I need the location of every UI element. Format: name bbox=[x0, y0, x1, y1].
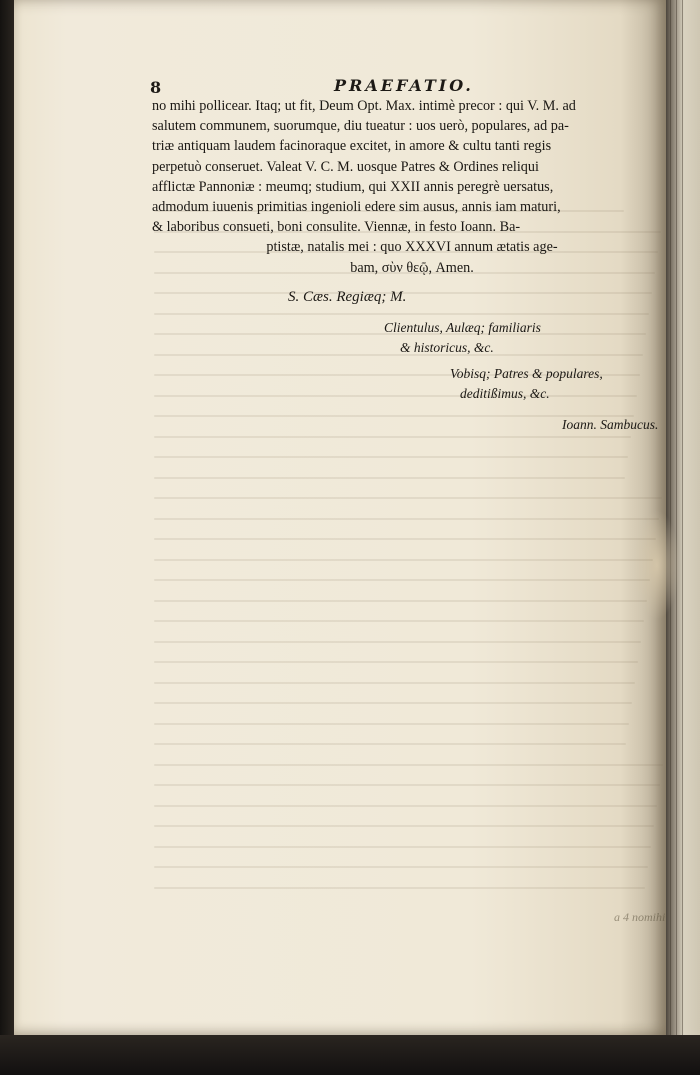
ghost-line bbox=[154, 866, 648, 868]
ghost-line bbox=[154, 497, 662, 499]
ghost-line bbox=[154, 313, 649, 315]
ghost-line bbox=[154, 354, 643, 356]
signature-client-line2: & historicus, &c. bbox=[400, 340, 494, 355]
ghost-line bbox=[154, 682, 635, 684]
ghost-line bbox=[154, 579, 650, 581]
text-line: no mihi pollicear. Itaq; ut fit, Deum Opt. Max. intimè precor : qui V. M. ad bbox=[152, 98, 576, 114]
text-line: bam, σὺν θεῷ, Amen. bbox=[350, 259, 474, 276]
ghost-line bbox=[154, 600, 647, 602]
text-line: salutem communem, suorumque, diu tueatur : uos uerò, populares, ad pa- bbox=[152, 118, 569, 135]
text-line: ptistæ, natalis mei : quo XXXVI annum ætatis age- bbox=[266, 239, 558, 256]
book-frame-left bbox=[0, 0, 14, 1075]
signature-vobis-line2: deditißimus, &c. bbox=[460, 386, 550, 401]
catchword: a 4 nomihi bbox=[614, 910, 666, 924]
text-line: & laboribus consueti, boni consulite. Viennæ, in festo Ioann. Ba- bbox=[152, 219, 521, 236]
ghost-line bbox=[154, 661, 638, 663]
ghost-line bbox=[154, 825, 654, 827]
text-line: perpetuò conseruet. Valeat V. C. M. uosque Patres & Ordines reliqui bbox=[152, 158, 539, 175]
page-number: 8 bbox=[150, 78, 162, 97]
ghost-line bbox=[154, 784, 660, 786]
ghost-line bbox=[154, 887, 645, 889]
signature-vobis-line1: Vobisq; Patres & populares, bbox=[450, 366, 603, 381]
ghost-line bbox=[154, 743, 626, 745]
preface-text bbox=[152, 96, 672, 278]
ghost-line bbox=[154, 620, 644, 622]
ghost-line bbox=[154, 477, 625, 479]
book-frame-bottom bbox=[0, 1035, 700, 1075]
ghost-line bbox=[154, 456, 628, 458]
ghost-line bbox=[154, 538, 656, 540]
ghost-line bbox=[154, 764, 663, 766]
ghost-line bbox=[154, 518, 659, 520]
ghost-line bbox=[154, 559, 653, 561]
text-line: triæ antiquam laudem facinoraque excitet, in amore & cultu tanti regis bbox=[152, 138, 552, 155]
ghost-line bbox=[154, 805, 657, 807]
signature-name: Ioann. Sambucus. bbox=[562, 417, 659, 432]
ghost-line bbox=[154, 436, 631, 438]
running-head: PRAEFATIO. bbox=[334, 76, 474, 95]
ghost-line bbox=[154, 702, 632, 704]
signature-majesty: S. Cæs. Regiæq; M. bbox=[288, 289, 407, 305]
book-page bbox=[14, 0, 666, 1037]
text-line: afflictæ Pannoniæ : meumq; studium, qui XXII annis peregrè uersatus, bbox=[152, 178, 554, 195]
ghost-line bbox=[154, 641, 641, 643]
text-line: admodum iuuenis primitias ingenioli edere sim ausus, annis iam maturi, bbox=[152, 199, 561, 216]
page-stain bbox=[634, 510, 680, 620]
ghost-line bbox=[154, 723, 629, 725]
ghost-line bbox=[154, 846, 651, 848]
ghost-line bbox=[154, 395, 637, 397]
signature-client-line1: Clientulus, Aulæq; familiaris bbox=[384, 320, 541, 335]
